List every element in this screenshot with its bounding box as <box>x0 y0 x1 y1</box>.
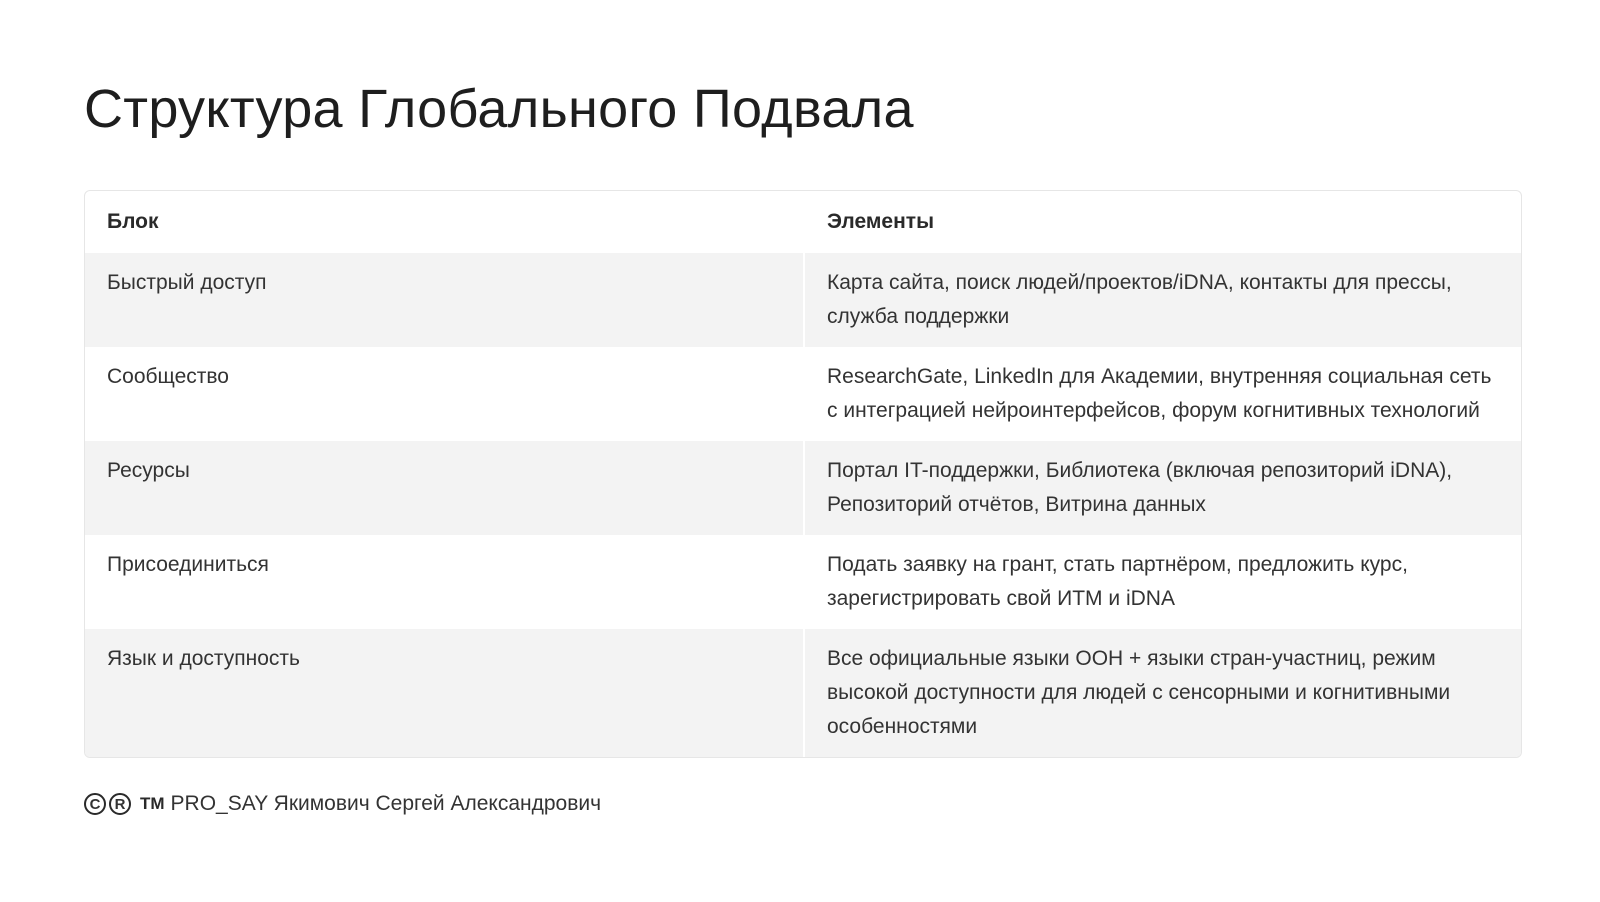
table-row <box>85 253 1521 347</box>
block-cell: Присоединиться <box>107 553 269 576</box>
trademark-icon: TM <box>140 794 165 813</box>
block-cell: Ресурсы <box>85 441 804 535</box>
elements-cell: Карта сайта, поиск людей/проектов/iDNA, контакты для прессы, служба поддержки <box>804 253 1521 347</box>
table-row <box>85 629 1521 757</box>
block-cell: Сообщество <box>107 365 229 388</box>
column-header-elements: Элементы <box>804 191 1521 253</box>
block-cell: Быстрый доступ <box>85 253 804 347</box>
footer-structure-table <box>84 190 1522 758</box>
copyright-icon: C <box>84 793 106 815</box>
column-header-block: Блок <box>107 210 159 233</box>
table-row <box>85 441 1521 535</box>
table-row <box>85 347 1521 441</box>
footer-text: PRO_SAY Якимович Сергей Александрович <box>170 792 602 815</box>
table-row <box>85 535 1521 629</box>
copyright-footer <box>84 792 601 816</box>
block-cell: Язык и доступность <box>85 629 804 757</box>
elements-cell: Все официальные языки ООН + языки стран-участниц, режим высокой доступности для людей с сенсорными и когнитивными особенностями <box>804 629 1521 757</box>
elements-cell: Подать заявку на грант, стать партнёром, предложить курс, зарегистрировать свой ИТМ и iDNA <box>804 535 1521 629</box>
elements-cell: Портал IT-поддержки, Библиотека (включая репозиторий iDNA), Репозиторий отчётов, Витрина данных <box>804 441 1521 535</box>
elements-cell: ResearchGate, LinkedIn для Академии, внутренняя социальная сеть с интеграцией нейроинтерфейсов, форум когнитивных технологий <box>804 347 1521 441</box>
table <box>85 191 1521 757</box>
registered-icon: R <box>109 793 131 815</box>
page-title: Структура Глобального Подвала <box>84 79 914 139</box>
table-header-row <box>85 191 1521 253</box>
